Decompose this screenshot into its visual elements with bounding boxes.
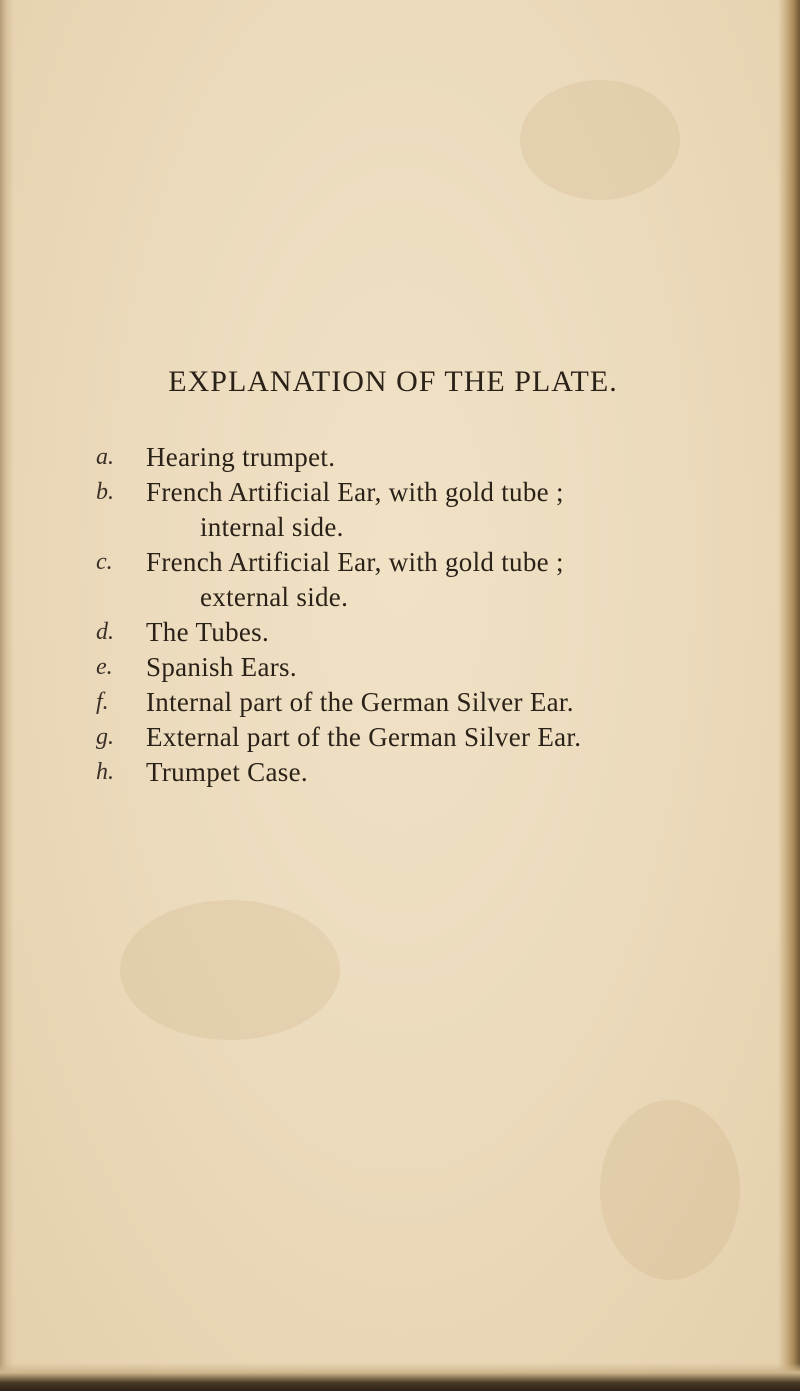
- legend-item-a: [0, 440, 800, 475]
- legend-text: Trumpet Case.: [146, 757, 308, 787]
- legend-item-h: [0, 755, 800, 790]
- legend-letter: e.: [96, 654, 113, 680]
- paper-stain: [520, 80, 680, 200]
- legend-letter: d.: [96, 619, 114, 645]
- page-edge-bottom: [0, 1363, 800, 1391]
- legend-letter: c.: [96, 549, 113, 575]
- legend-text: French Artificial Ear, with gold tube ;: [146, 477, 564, 507]
- legend-text: French Artificial Ear, with gold tube ;: [146, 547, 564, 577]
- legend-letter: a.: [96, 444, 114, 470]
- page-heading: EXPLANATION OF THE PLATE.: [168, 365, 618, 398]
- legend-item-c: [0, 545, 800, 580]
- legend-item-d: [0, 615, 800, 650]
- legend-text: External part of the German Silver Ear.: [146, 722, 582, 752]
- legend-text: The Tubes.: [146, 617, 270, 647]
- paper-stain: [120, 900, 340, 1040]
- legend-item-b-continuation: [0, 510, 800, 545]
- legend-letter: b.: [96, 479, 114, 505]
- legend-item-f: [0, 685, 800, 720]
- legend-text: Internal part of the German Silver Ear.: [146, 687, 574, 717]
- legend-item-g: [0, 720, 800, 755]
- legend-text: external side.: [200, 582, 349, 612]
- legend-text: internal side.: [200, 512, 344, 542]
- legend-text: Spanish Ears.: [146, 652, 297, 682]
- legend-letter: g.: [96, 724, 114, 750]
- legend-letter: h.: [96, 759, 114, 785]
- legend-item-b: [0, 475, 800, 510]
- legend-item-c-continuation: [0, 580, 800, 615]
- legend-item-e: [0, 650, 800, 685]
- paper-stain: [600, 1100, 740, 1280]
- plate-legend-list: [0, 440, 800, 790]
- legend-letter: f.: [96, 689, 109, 715]
- legend-text: Hearing trumpet.: [146, 442, 336, 472]
